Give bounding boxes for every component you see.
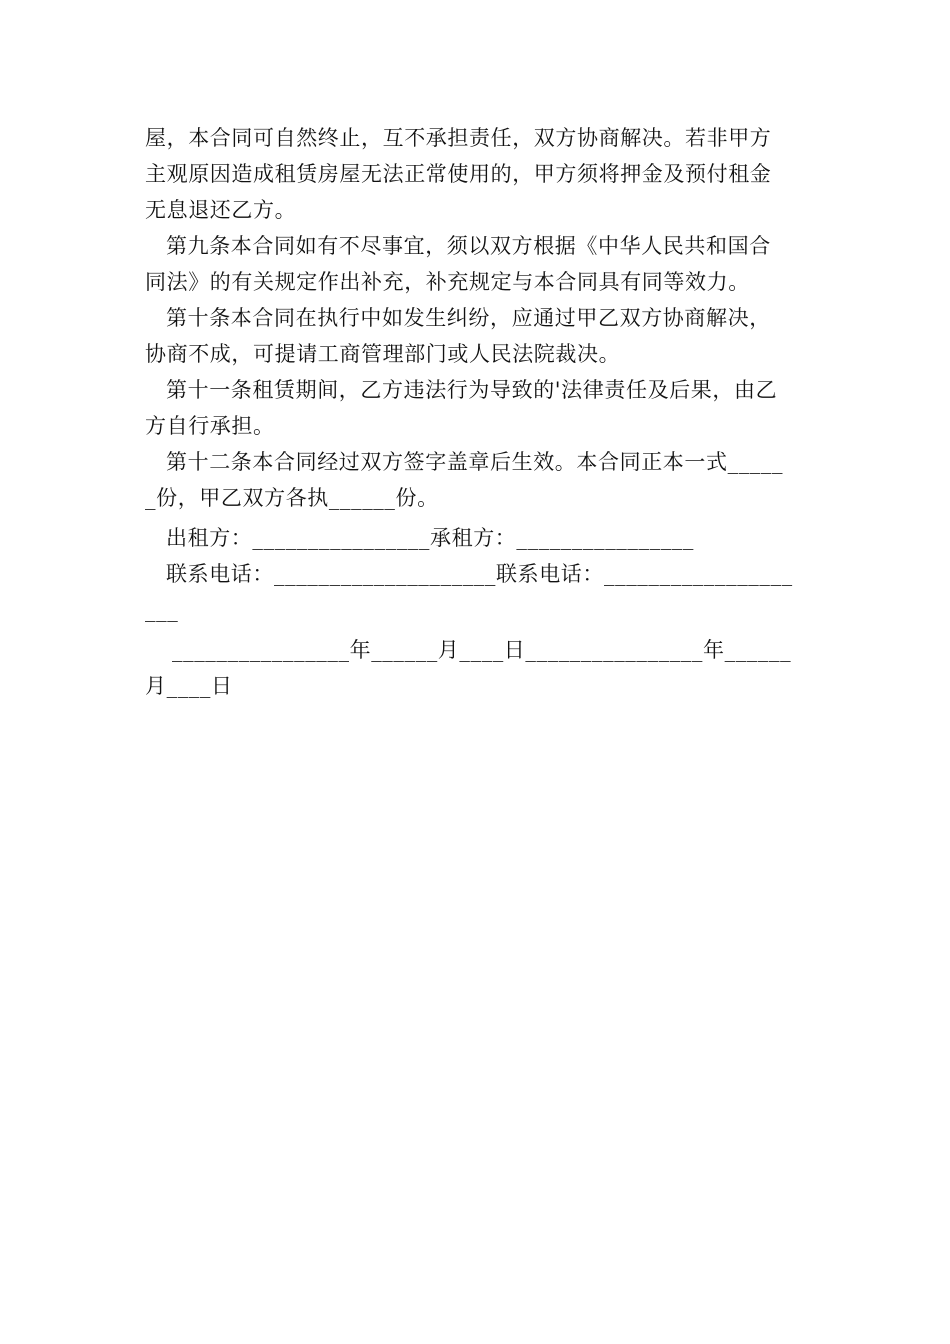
contact-phone-line-continued: ___ bbox=[145, 598, 179, 622]
text-line-2: 主观原因造成租赁房屋无法正常使用的，甲方须将押金及预付租金 bbox=[145, 162, 772, 186]
contact-phone-line: 联系电话：____________________联系电话：_________________ bbox=[166, 562, 793, 586]
article-10-line-2: 协商不成，可提请工商管理部门或人民法院裁决。 bbox=[145, 342, 621, 366]
text-line-1: 屋，本合同可自然终止，互不承担责任，双方协商解决。若非甲方 bbox=[145, 126, 772, 150]
date-line-continued: 月____日 bbox=[145, 674, 233, 698]
article-11-line-2: 方自行承担。 bbox=[145, 414, 275, 438]
text-line-3: 无息退还乙方。 bbox=[145, 198, 297, 222]
article-12-line-1: 第十二条本合同经过双方签字盖章后生效。本合同正本一式_____ bbox=[166, 450, 784, 474]
lessor-lessee-signature-line: 出租方：________________承租方：________________ bbox=[166, 526, 694, 550]
article-11-line-1: 第十一条租赁期间，乙方违法行为导致的'法律责任及后果，由乙 bbox=[166, 378, 778, 402]
article-9-line-2: 同法》的有关规定作出补充，补充规定与本合同具有同等效力。 bbox=[145, 270, 750, 294]
article-10-line-1: 第十条本合同在执行中如发生纠纷，应通过甲乙双方协商解决， bbox=[166, 306, 771, 330]
date-line: ________________年______月____日________________年______ bbox=[172, 638, 792, 662]
article-9-line-1: 第九条本合同如有不尽事宜，须以双方根据《中华人民共和国合 bbox=[166, 234, 771, 258]
article-12-line-2: _份，甲乙双方各执______份。 bbox=[145, 486, 439, 510]
